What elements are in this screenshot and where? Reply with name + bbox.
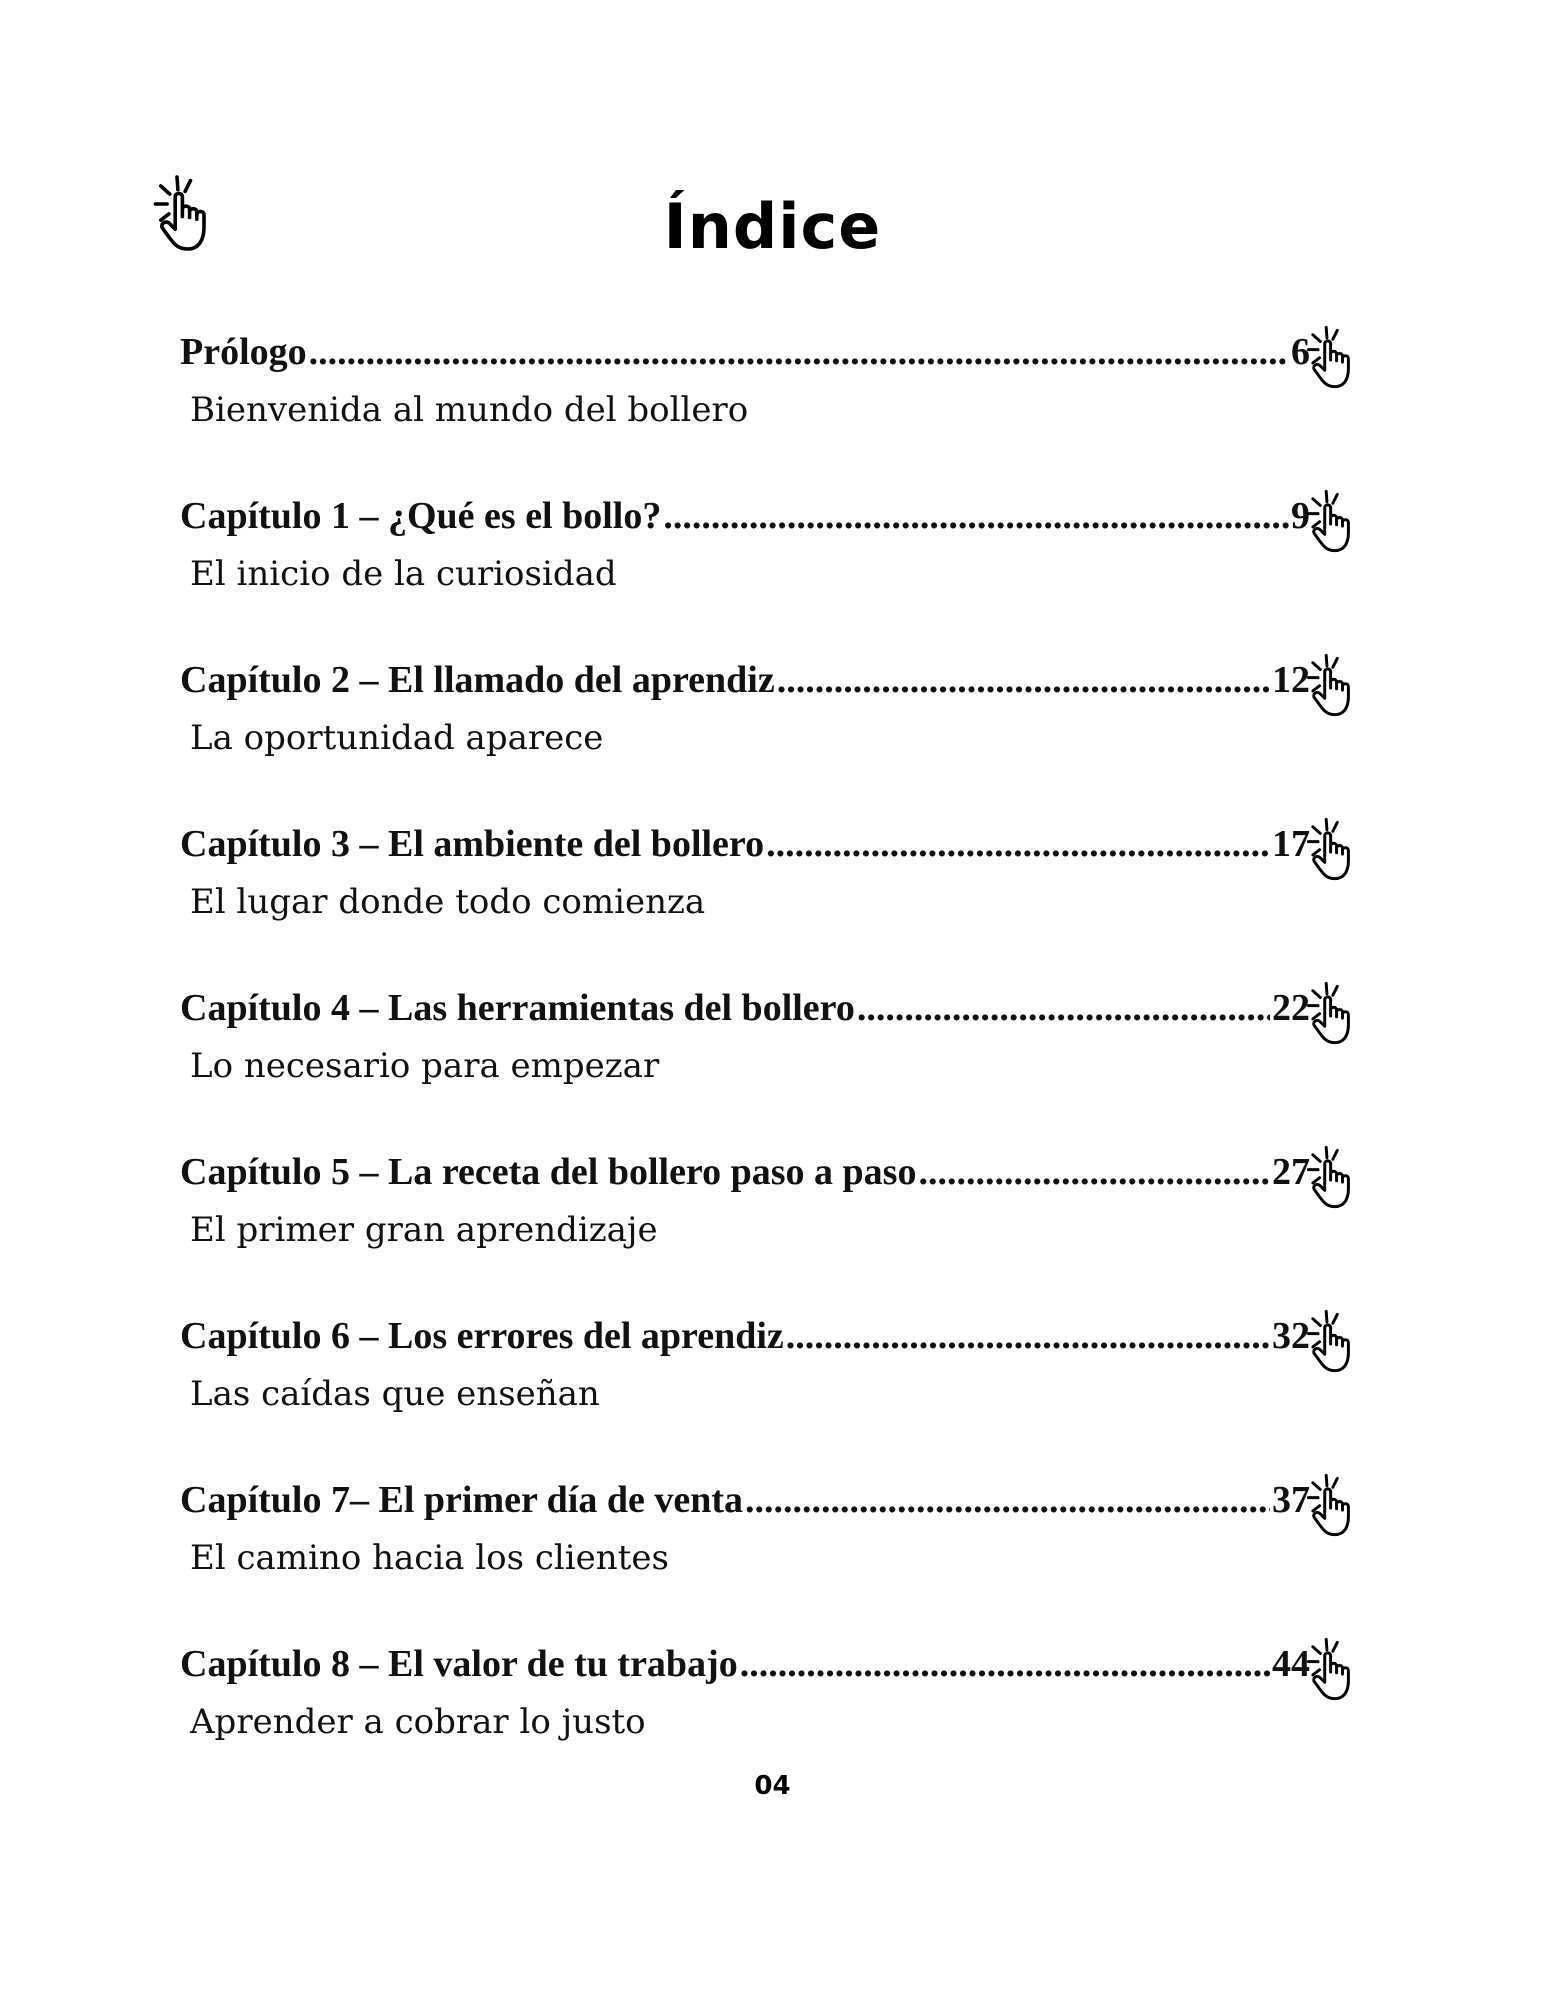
toc-entry-subtitle: El camino hacia los clientes	[190, 1538, 669, 1578]
toc-leader-dots	[745, 1470, 1270, 1530]
toc-entry-page: 32	[1272, 1315, 1310, 1357]
toc-entry-page: 22	[1272, 987, 1310, 1029]
toc-entry-line	[180, 1306, 1310, 1366]
toc-entry-capitulo-7[interactable]	[180, 1470, 1380, 1634]
toc-entry-title: Capítulo 5 – La receta del bollero paso a paso	[180, 1151, 917, 1193]
toc-entry-subtitle: Lo necesario para empezar	[190, 1046, 660, 1086]
pointing-hand-icon[interactable]	[1304, 976, 1378, 1050]
toc-leader-dots	[786, 1306, 1270, 1366]
toc-leader-dots	[740, 1634, 1270, 1694]
toc-entry-subtitle: El lugar donde todo comienza	[190, 882, 706, 922]
pointing-hand-icon[interactable]	[1304, 1468, 1378, 1542]
toc-entry-prologo[interactable]	[180, 322, 1380, 486]
toc-entry-capitulo-2[interactable]	[180, 650, 1380, 814]
toc-entry-line	[180, 322, 1310, 382]
page-title: Índice	[663, 190, 882, 263]
toc-entry-page: 17	[1272, 823, 1310, 865]
toc-entry-subtitle: El inicio de la curiosidad	[190, 554, 617, 594]
pointing-hand-icon[interactable]	[1304, 648, 1378, 722]
toc-entry-title: Capítulo 7– El primer día de venta	[180, 1479, 743, 1521]
toc-entry-subtitle: Las caídas que enseñan	[190, 1374, 600, 1414]
toc-leader-dots	[663, 486, 1289, 546]
toc-entry-line	[180, 1634, 1310, 1694]
toc-entry-title: Capítulo 2 – El llamado del aprendiz	[180, 659, 775, 701]
pointing-hand-icon[interactable]	[1304, 812, 1378, 886]
toc-entry-title: Prólogo	[180, 331, 307, 373]
toc-leader-dots	[309, 322, 1289, 382]
toc-entry-capitulo-5[interactable]	[180, 1142, 1380, 1306]
toc-entry-title: Capítulo 8 – El valor de tu trabajo	[180, 1643, 738, 1685]
toc-entry-page: 6	[1291, 331, 1310, 373]
toc-entry-capitulo-1[interactable]	[180, 486, 1380, 650]
toc-entry-title: Capítulo 1 – ¿Qué es el bollo?	[180, 495, 662, 537]
table-of-contents	[180, 322, 1380, 1798]
toc-entry-page: 37	[1272, 1479, 1310, 1521]
toc-leader-dots	[766, 814, 1270, 874]
toc-leader-dots	[777, 650, 1270, 710]
toc-entry-page: 27	[1272, 1151, 1310, 1193]
pointing-hand-icon[interactable]	[1304, 1140, 1378, 1214]
toc-entry-page: 12	[1272, 659, 1310, 701]
toc-leader-dots	[857, 978, 1270, 1038]
pointing-hand-icon[interactable]	[1304, 484, 1378, 558]
toc-leader-dots	[918, 1142, 1270, 1202]
page-number: 04	[754, 1771, 791, 1801]
toc-entry-line	[180, 1470, 1310, 1530]
toc-entry-subtitle: La oportunidad aparece	[190, 718, 604, 758]
toc-entry-page: 9	[1291, 495, 1310, 537]
toc-entry-capitulo-3[interactable]	[180, 814, 1380, 978]
toc-entry-subtitle: Aprender a cobrar lo justo	[190, 1702, 646, 1742]
pointing-hand-icon[interactable]	[1304, 320, 1378, 394]
toc-entry-line	[180, 978, 1310, 1038]
toc-entry-subtitle: Bienvenida al mundo del bollero	[190, 390, 749, 430]
toc-entry-line	[180, 814, 1310, 874]
pointing-hand-icon[interactable]	[1304, 1304, 1378, 1378]
toc-entry-capitulo-4[interactable]	[180, 978, 1380, 1142]
toc-entry-line	[180, 486, 1310, 546]
toc-entry-page: 44	[1272, 1643, 1310, 1685]
pointing-hand-icon[interactable]	[1304, 1632, 1378, 1706]
toc-entry-subtitle: El primer gran aprendizaje	[190, 1210, 658, 1250]
toc-entry-capitulo-6[interactable]	[180, 1306, 1380, 1470]
toc-entry-line	[180, 1142, 1310, 1202]
toc-entry-line	[180, 650, 1310, 710]
toc-entry-title: Capítulo 3 – El ambiente del bollero	[180, 823, 765, 865]
toc-entry-title: Capítulo 4 – Las herramientas del bollero	[180, 987, 855, 1029]
toc-entry-title: Capítulo 6 – Los errores del aprendiz	[180, 1315, 784, 1357]
